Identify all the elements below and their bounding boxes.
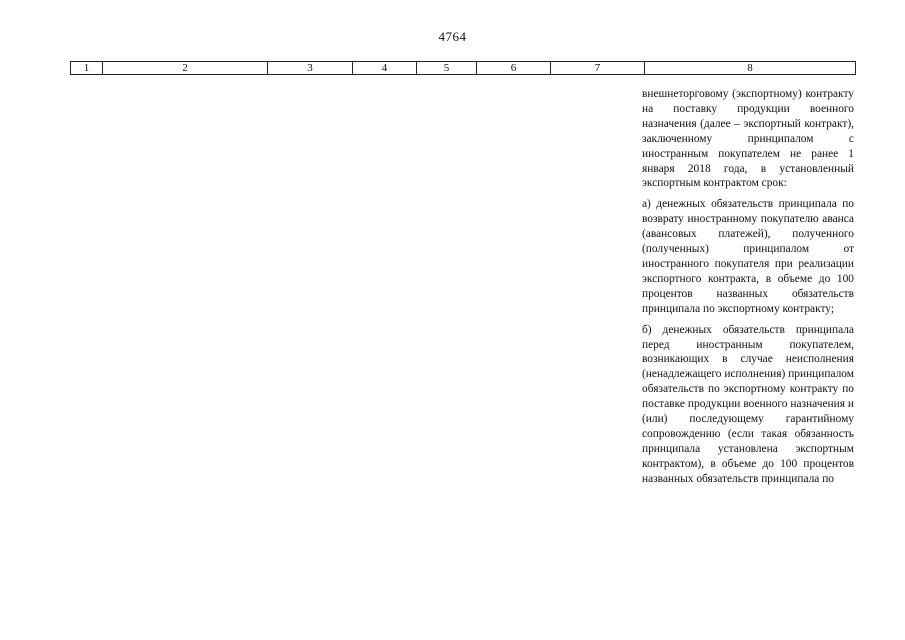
column-number-5: 5 bbox=[417, 62, 477, 75]
column-number-6: 6 bbox=[477, 62, 551, 75]
page-number: 4764 bbox=[438, 29, 467, 44]
column-number-7: 7 bbox=[551, 62, 645, 75]
column-number-4: 4 bbox=[353, 62, 417, 75]
paragraph-b: б) денежных обязательств принципала перед иностранным покупателем, возникающих в случае неисполнения (ненадлежащего исполнения) принципалом обязательств по экспортному контракту по поставке продукции военного назначения и (или) последующему гарантийному сопровождению (если такая обязанность принципала установлена экспортным контрактом), в объеме до 100 процентов названных обязательств принципала по bbox=[642, 323, 854, 485]
column-number-8: 8 bbox=[645, 62, 856, 75]
paragraph-intro: внешнеторговому (экспортному) контракту на поставку продукции военного назначения (далее – экспортный контракт), заключенному принципалом с иностранным покупателем не ранее 1 января 2018 года, в установленный экспортным контрактом срок: bbox=[642, 88, 854, 190]
paragraph-a: а) денежных обязательств принципала по возврату иностранному покупателю аванса (авансовых платежей), полученного (полученных) принципалом от иностранного покупателя при реализации экспортного контракта, в объеме до 100 процентов названных обязательств принципала по экспортному контракту; bbox=[642, 198, 854, 315]
column-number-1: 1 bbox=[71, 62, 103, 75]
column-number-2: 2 bbox=[103, 62, 268, 75]
column-8-text bbox=[642, 87, 854, 493]
column-number-3: 3 bbox=[268, 62, 353, 75]
column-number-header-row bbox=[70, 61, 856, 75]
